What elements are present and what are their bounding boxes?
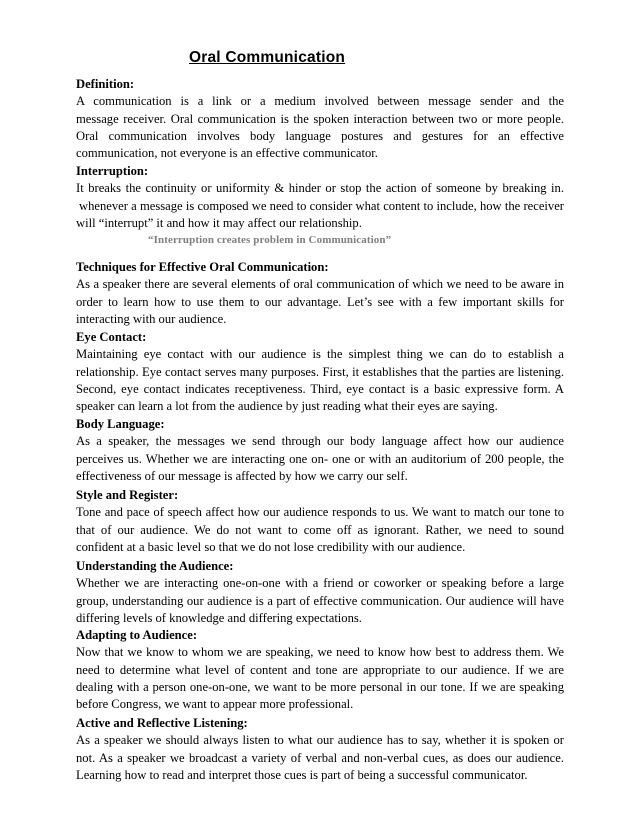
paragraph-line: not. As a speaker we broadcast a variety of verbal and non-verbal cues, as does our audience.	[76, 750, 564, 765]
paragraph-line: need to determine what level of content and tone are appropriate to our audience. If we are	[76, 662, 564, 677]
section-definition	[76, 76, 564, 162]
page-title: Oral Communication	[189, 49, 346, 66]
paragraph-line: Tone and pace of speech affect how our audience responds to us. We want to match our tone to	[76, 505, 564, 520]
paragraph-line: Second, eye contact indicates receptiveness. Third, eye contact is a basic expressive form. A	[76, 381, 564, 396]
paragraph-line: As a speaker, the messages we send through our body language affect how our audience	[76, 434, 564, 449]
paragraph-line: whenever a message is composed we need to consider what content to include, how the receiver	[79, 198, 564, 213]
paragraph-line: Oral communication involves body language postures and gestures for an effective	[76, 128, 564, 143]
section-body-language	[76, 416, 564, 485]
paragraph-line: A communication is a link or a medium involved between message sender and the	[76, 94, 564, 109]
quote-line: “Interruption creates problem in Communication”	[148, 234, 392, 246]
paragraph-line: speaker can learn a lot from the audience by just reading what their eyes are saying.	[76, 399, 498, 414]
paragraph-line: Learning how to read and interpret those cues is part of being a successful communicator.	[76, 767, 528, 782]
paragraph-line: before Congress, we want to appear more professional.	[76, 697, 354, 712]
section-heading: Style and Register:	[76, 488, 179, 502]
section-adapting-audience	[76, 627, 564, 713]
paragraph-line: message receiver. Oral communication is the spoken interaction between two or more people.	[76, 111, 564, 126]
section-heading: Definition:	[76, 77, 135, 91]
paragraph-line: communication, not everyone is an effective communicator.	[76, 146, 378, 161]
paragraph-line: Maintaining eye contact with our audience is the simplest thing we can do to establish a	[76, 347, 564, 362]
section-understanding-audience	[76, 558, 564, 627]
paragraph-line: As a speaker there are several elements of oral communication of which we need to be aware in	[76, 277, 564, 292]
paragraph-line: effectiveness of our message is affected by how we carry our self.	[76, 468, 408, 483]
paragraph-line: dealing with a person one-on-one, we want to be more personal in our tone. If we are speaking	[76, 679, 564, 694]
paragraph-line: relationship. Eye contact serves many purposes. First, it establishes that the parties are listening.	[76, 364, 564, 379]
paragraph-line: differing levels of knowledge and differing expectations.	[76, 610, 362, 625]
paragraph-line: interacting with our audience.	[76, 311, 227, 326]
paragraph-line: As a speaker we should always listen to what our audience has to say, whether it is spoken or	[76, 733, 564, 748]
section-heading: Body Language:	[76, 417, 165, 431]
paragraph-line: Now that we know to whom we are speaking, we need to know how best to address them. We	[76, 645, 564, 660]
section-heading: Techniques for Effective Oral Communication:	[76, 260, 329, 274]
section-interruption	[76, 163, 564, 232]
section-style-register	[76, 487, 564, 556]
section-heading: Active and Reflective Listening:	[76, 716, 248, 730]
section-techniques	[76, 259, 564, 328]
paragraph-line: will “interrupt” it and how it may affect our relationship.	[76, 215, 362, 230]
section-heading: Understanding the Audience:	[76, 559, 234, 573]
paragraph-line: It breaks the continuity or uniformity & hinder or stop the action of someone by breaking in.	[76, 181, 564, 196]
section-heading: Interruption:	[76, 164, 149, 178]
section-active-listening	[76, 715, 564, 784]
paragraph-line: confident at a basic level so that we do not lose credibility with our audience.	[76, 539, 466, 554]
section-heading: Adapting to Audience:	[76, 628, 198, 642]
paragraph-line: that of our audience. We do not want to come off as ignorant. Rather, we need to sound	[76, 522, 564, 537]
paragraph-line: perceives us. Whether we are interacting one on- one or with an auditorium of 200 people, the	[76, 451, 564, 466]
paragraph-line: Whether we are interacting one-on-one with a friend or coworker or speaking before a large	[76, 576, 564, 591]
paragraph-line: order to learn how to use them to our advantage. Let’s see with a few important skills for	[76, 294, 564, 309]
section-eye-contact	[76, 329, 564, 415]
paragraph-line: group, understanding our audience is a part of effective communication. Our audience will have	[76, 593, 564, 608]
section-heading: Eye Contact:	[76, 330, 147, 344]
